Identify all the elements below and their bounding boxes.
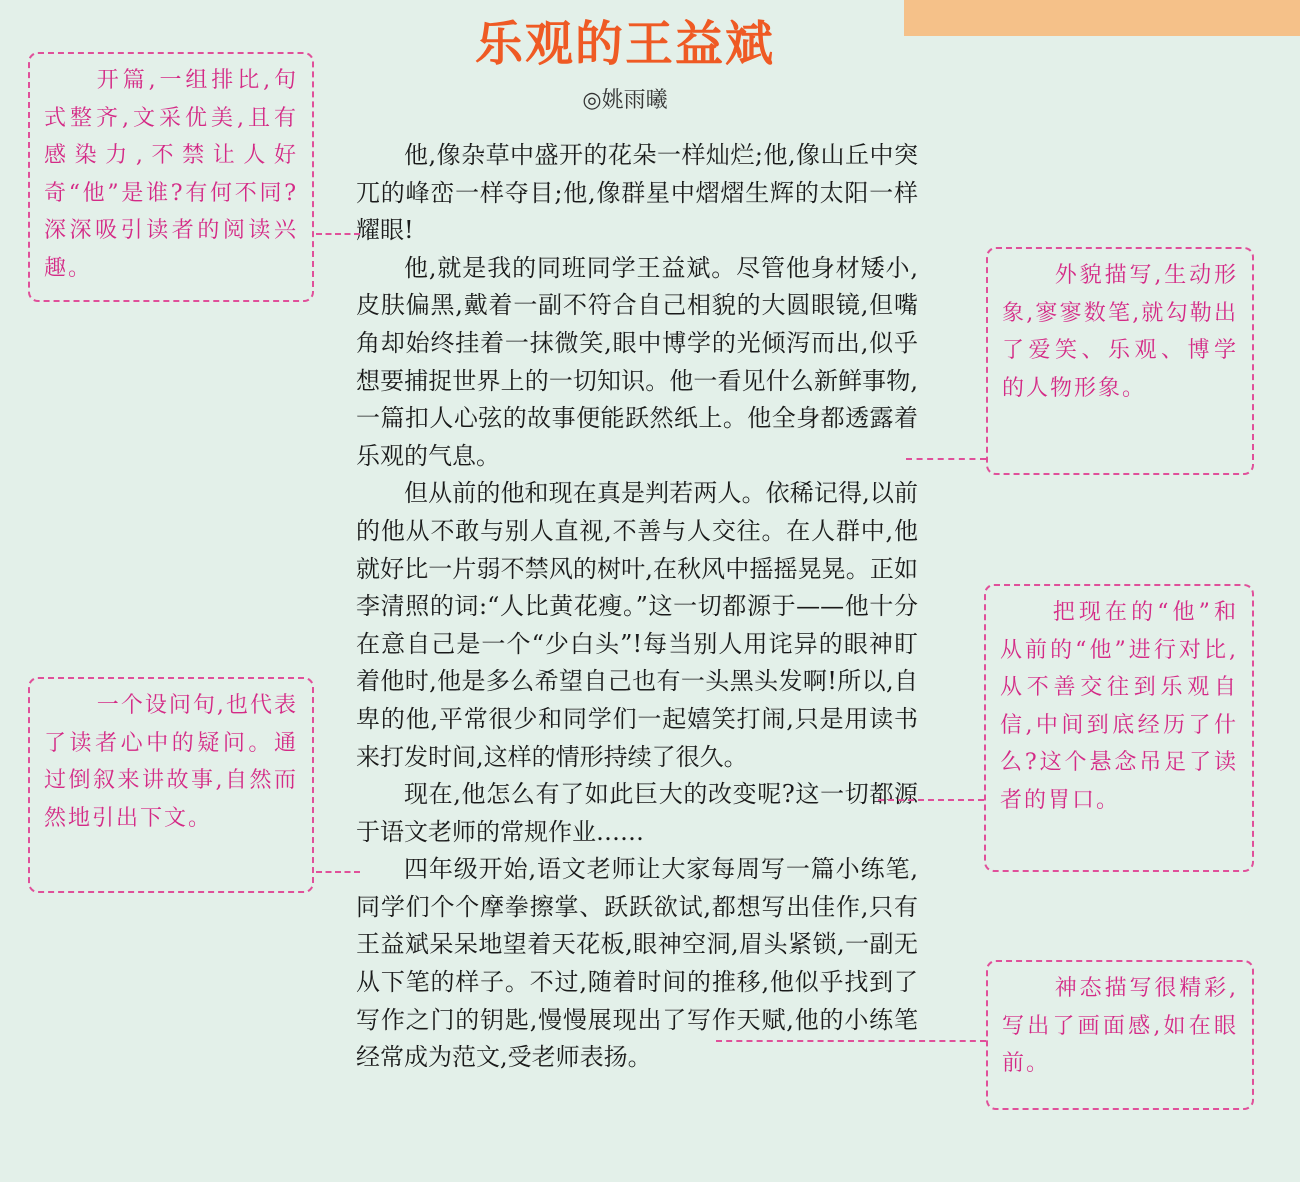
annotation-text: 把现在的“他”和从前的“他”进行对比,从不善交往到乐观自信,中间到底经历了什么?这个悬念吊足了读者的胃口。: [1000, 600, 1238, 813]
annotation-text: 开篇,一组排比,句式整齐,文采优美,且有感染力,不禁让人好奇“他”是谁?有何不同?深深吸引读者的阅读兴趣。: [44, 68, 298, 281]
annotation-appearance: [986, 247, 1254, 475]
annotation-question: [28, 677, 314, 893]
annotation-leader: [716, 1040, 986, 1042]
article-title: 乐观的王益斌: [474, 16, 775, 72]
annotation-text: 一个设问句,也代表了读者心中的疑问。通过倒叙来讲故事,自然而然地引出下文。: [44, 693, 298, 831]
annotation-text: 神态描写很精彩,写出了画面感,如在眼前。: [1002, 976, 1238, 1077]
annotation-text: 外貌描写,生动形象,寥寥数笔,就勾勒出了爱笑、乐观、博学的人物形象。: [1002, 263, 1238, 401]
annotation-leader: [316, 871, 360, 873]
annotation-leader: [878, 799, 984, 801]
annotation-expression: [986, 960, 1254, 1110]
annotation-leader: [906, 458, 986, 460]
paragraph: 现在,他怎么有了如此巨大的改变呢?这一切都源于语文老师的常规作业……: [356, 780, 918, 846]
article-body: [356, 137, 918, 1077]
paragraph: 四年级开始,语文老师让大家每周写一篇小练笔,同学们个个摩拳擦掌、跃跃欲试,都想写出佳作,只有王益斌呆呆地望着天花板,眼神空洞,眉头紧锁,一副无从下笔的样子。不过,随着时间的推移,他似乎找到了写作之门的钥匙,慢慢展现出了写作天赋,他的小练笔经常成为范文,受老师表扬。: [356, 855, 918, 1072]
article-author: ◎姚雨曦: [582, 88, 668, 113]
paragraph: 他,像杂草中盛开的花朵一样灿烂;他,像山丘中突兀的峰峦一样夺目;他,像群星中熠熠生辉的太阳一样耀眼!: [356, 141, 918, 245]
annotation-opening: [28, 52, 314, 302]
annotation-contrast: [984, 584, 1254, 872]
annotation-leader: [316, 233, 360, 235]
paragraph: 但从前的他和现在真是判若两人。依稀记得,以前的他从不敢与别人直视,不善与人交往。在人群中,他就好比一片弱不禁风的树叶,在秋风中摇摇晃晃。正如李清照的词:“人比黄花瘦。”这一切都源于——他十分在意自己是一个“少白头”!每当别人用诧异的眼神盯着他时,他是多么希望自己也有一头黑头发啊!所以,自卑的他,平常很少和同学们一起嬉笑打闹,只是用读书来打发时间,这样的情形持续了很久。: [356, 479, 918, 771]
paragraph: 他,就是我的同班同学王益斌。尽管他身材矮小,皮肤偏黑,戴着一副不符合自己相貌的大圆眼镜,但嘴角却始终挂着一抹微笑,眼中博学的光倾泻而出,似乎想要捕捉世界上的一切知识。他一看见什么新鲜事物,一篇扣人心弦的故事便能跃然纸上。他全身都透露着乐观的气息。: [356, 253, 918, 470]
corner-decoration: [904, 0, 1300, 36]
